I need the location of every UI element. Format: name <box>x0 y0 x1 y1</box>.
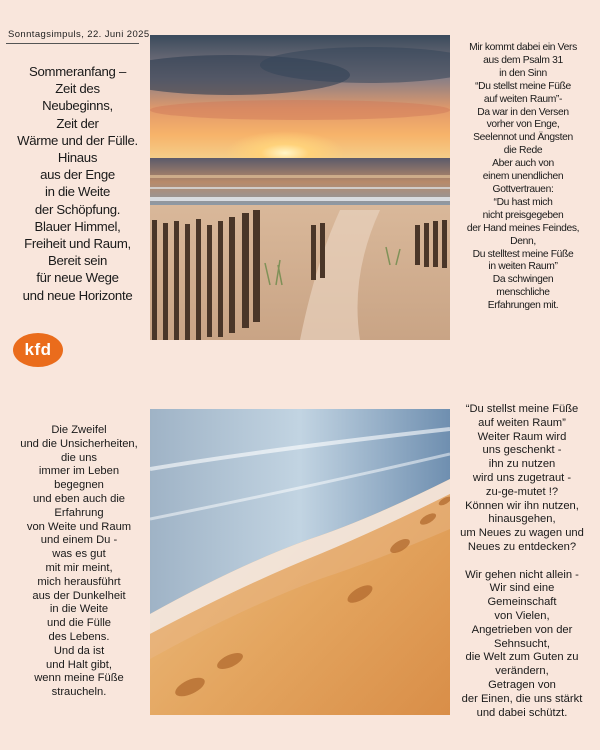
wide-space-text: “Du stellst meine Füße auf weiten Raum” Weiter Raum wird uns geschenkt - ihn zu nutzen wird uns zugetraut - zu-ge-mutet !? Können wir ihn nutzen, hinausgehen, um Neues zu wagen und Neues zu entdecken? Wir gehen nicht allein - Wir sind eine Gemeinschaft von Vielen, Angetrieben von der Sehnsucht, die Welt zum Guten zu verändern, Getragen von der Einen, die uns stärkt und dabei schützt. <box>460 403 584 719</box>
beach-sunset-photo <box>150 35 450 340</box>
doubts-text: Die Zweifel und die Unsicherheiten, die uns immer im Leben begegnen und eben auch die Erfahrung von Weite und Raum und einem Du - was es gut mit mir meint, mich herausführt aus der Dunkelheit in die Weite und die Fülle des Lebens. Und da ist und Halt gibt, wenn meine Füße straucheln. <box>20 424 138 699</box>
date-line: Sonntagsimpuls, 22. Juni 2025 <box>8 29 150 40</box>
kfd-logo: kfd <box>13 333 63 367</box>
footprints-beach-photo <box>150 409 450 715</box>
sunset-image <box>150 35 450 340</box>
header-divider <box>6 43 139 44</box>
footprints-image <box>150 409 450 715</box>
lead-text: Sommeranfang – Zeit des Neubeginns, Zeit der Wärme und der Fülle. Hinaus aus der Enge in die Weite der Schöpfung. Blauer Himmel, Freiheit und Raum, Bereit sein für neue Wege und neue Horizonte <box>17 64 138 303</box>
psalm-verse-text: Mir kommt dabei ein Vers aus dem Psalm 31 in den Sinn “Du stellst meine Füße auf weiten Raum”- Da war in den Versen vorher von Enge, Seelennot und Ängsten die Rede Aber auch von einem unendlichen Gottvertrauen: “Du hast mich nicht preisgegeben der Hand meines Feindes, Denn, Du stelltest meine Füße in weiten Raum” Da schwingen menschliche Erfahrungen mit. <box>466 42 580 312</box>
